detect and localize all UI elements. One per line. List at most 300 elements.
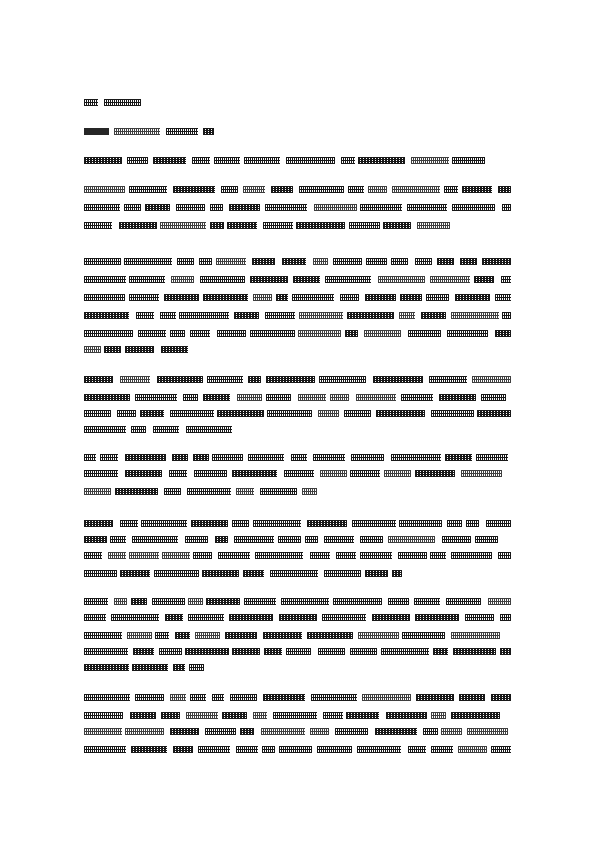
text-word [159, 648, 182, 655]
text-word [84, 536, 107, 543]
text-word [229, 204, 260, 211]
text-word [324, 536, 354, 543]
text-word [152, 598, 185, 605]
para-6-line-2 [84, 614, 511, 621]
text-word [129, 186, 167, 193]
text-word [286, 648, 311, 655]
text-word [336, 552, 356, 559]
text-word [203, 394, 230, 401]
text-word [171, 276, 194, 283]
text-word [131, 598, 147, 605]
text-word [276, 294, 288, 301]
text-word [136, 312, 154, 319]
text-word [270, 570, 318, 577]
text-word [203, 294, 248, 301]
text-word [392, 186, 440, 193]
header-line-1 [84, 99, 152, 106]
text-word [199, 258, 212, 265]
text-word [360, 204, 402, 211]
text-word [193, 552, 212, 559]
text-word [190, 694, 206, 701]
text-word [160, 222, 206, 229]
text-word [281, 598, 329, 605]
text-word [117, 410, 136, 417]
text-word [344, 410, 371, 417]
text-word [214, 157, 240, 164]
text-word [266, 376, 315, 383]
text-word [131, 746, 167, 753]
text-word [415, 470, 455, 477]
text-word [125, 728, 164, 735]
text-word [417, 222, 450, 229]
text-word [408, 330, 441, 337]
text-word [100, 454, 118, 461]
text-word [298, 394, 326, 401]
text-word [305, 536, 318, 543]
text-word [111, 614, 159, 621]
text-word [260, 488, 297, 495]
text-word [200, 276, 245, 283]
text-word [236, 488, 254, 495]
para-6-line-4 [84, 648, 511, 655]
para-2-line-4 [84, 312, 511, 319]
text-word [455, 294, 490, 301]
para-5-line-1 [84, 520, 511, 527]
text-word [252, 258, 275, 265]
text-word [234, 536, 274, 543]
text-word [340, 294, 359, 301]
text-word [286, 157, 335, 164]
text-word [350, 648, 377, 655]
text-word [446, 598, 481, 605]
text-word [351, 454, 384, 461]
text-word [155, 632, 169, 639]
text-word [185, 536, 208, 543]
text-word [176, 204, 205, 211]
text-word [186, 426, 232, 433]
text-word [318, 410, 339, 417]
text-word [84, 128, 109, 135]
text-word [476, 454, 508, 461]
para-5-line-2 [84, 536, 511, 543]
text-word [431, 410, 474, 417]
text-word [376, 410, 425, 417]
text-word [352, 520, 396, 527]
text-word [477, 410, 511, 417]
text-word [502, 204, 511, 211]
text-word [84, 520, 113, 527]
text-word [210, 222, 224, 229]
text-word [310, 728, 329, 735]
text-word [84, 712, 123, 719]
text-word [129, 552, 159, 559]
text-word [108, 552, 126, 559]
text-word [399, 312, 415, 319]
text-word [307, 632, 353, 639]
text-word [322, 614, 366, 621]
text-word [84, 488, 111, 495]
text-word [324, 570, 361, 577]
text-word [314, 204, 357, 211]
text-word [157, 376, 203, 383]
text-word [266, 394, 291, 401]
text-word [416, 694, 454, 701]
para-2-line-1 [84, 258, 511, 265]
text-word [188, 598, 203, 605]
text-word [84, 186, 125, 193]
text-word [360, 552, 392, 559]
text-word [229, 614, 273, 621]
text-word [192, 157, 210, 164]
text-word [114, 128, 160, 135]
text-word [243, 186, 265, 193]
text-word [222, 712, 247, 719]
text-word [439, 394, 476, 401]
text-word [459, 694, 485, 701]
text-word [225, 632, 257, 639]
text-word [203, 128, 214, 135]
text-word [84, 470, 118, 477]
text-word [232, 470, 277, 477]
text-word [84, 294, 125, 301]
text-word [206, 598, 240, 605]
text-word [433, 648, 448, 655]
text-word [451, 632, 500, 639]
text-word [232, 520, 249, 527]
text-word [341, 157, 355, 164]
text-word [452, 157, 485, 164]
text-word [84, 426, 126, 433]
text-word [104, 346, 121, 353]
text-word [358, 157, 405, 164]
text-word [293, 276, 320, 283]
text-word [215, 536, 228, 543]
text-word [358, 632, 399, 639]
text-word [429, 376, 467, 383]
text-word [232, 648, 260, 655]
text-word [467, 728, 508, 735]
text-word [210, 204, 223, 211]
text-word [84, 632, 122, 639]
text-word [173, 746, 193, 753]
text-word [194, 470, 227, 477]
text-word [84, 570, 117, 577]
text-word [166, 128, 198, 135]
text-word [84, 376, 113, 383]
text-word [430, 552, 446, 559]
text-word [273, 712, 317, 719]
text-word [401, 394, 433, 401]
text-word [333, 598, 382, 605]
text-word [244, 157, 280, 164]
text-word [458, 746, 487, 753]
text-word [193, 454, 209, 461]
text-word [310, 552, 330, 559]
text-word [162, 552, 190, 559]
text-word [132, 664, 168, 671]
text-word [114, 598, 127, 605]
text-word [240, 728, 254, 735]
text-word [161, 346, 188, 353]
text-word [282, 258, 306, 265]
text-word [388, 536, 435, 543]
text-word [415, 258, 432, 265]
para-6-line-1 [84, 598, 511, 605]
para-7-line-3 [84, 728, 511, 735]
text-word [488, 598, 511, 605]
text-word [186, 712, 218, 719]
text-word [502, 312, 511, 319]
text-word [299, 312, 343, 319]
text-word [407, 204, 447, 211]
text-word [267, 410, 312, 417]
text-word [466, 520, 479, 527]
text-word [313, 258, 328, 265]
text-word [173, 186, 215, 193]
para-1-line-1 [84, 186, 511, 193]
text-word [444, 186, 458, 193]
para-4-line-2 [84, 470, 511, 477]
text-word [84, 728, 122, 735]
text-word [255, 552, 303, 559]
text-word [498, 186, 511, 193]
text-word [402, 632, 445, 639]
text-word [453, 648, 496, 655]
text-word [84, 694, 130, 701]
text-word [421, 312, 446, 319]
text-word [447, 520, 462, 527]
para-7-line-1 [84, 694, 511, 701]
text-word [481, 394, 506, 401]
text-word [362, 694, 411, 701]
text-word [399, 520, 442, 527]
text-word [120, 570, 150, 577]
text-word [491, 694, 511, 701]
text-word [313, 454, 345, 461]
text-word [299, 186, 344, 193]
text-word [217, 330, 246, 337]
text-word [431, 712, 446, 719]
text-word [250, 276, 288, 283]
text-word [84, 222, 112, 229]
text-word [265, 312, 295, 319]
text-word [248, 454, 284, 461]
text-word [160, 312, 176, 319]
text-word [302, 488, 317, 495]
text-word [368, 186, 387, 193]
text-word [311, 694, 357, 701]
text-word [212, 454, 243, 461]
text-word [227, 222, 257, 229]
text-word [237, 394, 262, 401]
text-word [317, 746, 352, 753]
text-word [495, 294, 511, 301]
text-word [347, 312, 394, 319]
text-word [169, 470, 187, 477]
text-word [244, 598, 276, 605]
text-word [360, 536, 383, 543]
text-word [383, 222, 411, 229]
para-6-line-5 [84, 664, 210, 671]
text-word [125, 470, 162, 477]
text-word [187, 488, 231, 495]
text-word [431, 746, 453, 753]
text-word [84, 312, 129, 319]
text-word [135, 394, 177, 401]
para-7-line-4 [84, 746, 511, 753]
text-word [415, 614, 459, 621]
text-word [364, 330, 401, 337]
text-word [445, 454, 472, 461]
intro-line [84, 157, 496, 164]
text-word [131, 426, 146, 433]
text-word [375, 728, 417, 735]
text-word [264, 648, 282, 655]
text-word [451, 552, 492, 559]
text-word [349, 222, 380, 229]
text-word [84, 664, 129, 671]
text-word [373, 376, 423, 383]
text-word [447, 330, 488, 337]
text-word [452, 204, 495, 211]
text-word [323, 712, 343, 719]
text-word [320, 470, 347, 477]
para-2-line-6 [84, 346, 188, 353]
text-word [263, 694, 305, 701]
text-word [451, 312, 499, 319]
text-word [265, 204, 307, 211]
text-word [115, 488, 158, 495]
text-word [120, 376, 150, 383]
text-word [319, 376, 366, 383]
text-word [465, 614, 494, 621]
para-4-line-1 [84, 454, 511, 461]
text-word [495, 330, 511, 337]
text-word [296, 222, 345, 229]
text-word [384, 470, 411, 477]
para-2-line-5 [84, 330, 511, 337]
text-word [350, 470, 380, 477]
text-word [84, 157, 122, 164]
text-word [212, 694, 224, 701]
text-word [292, 294, 334, 301]
para-3-line-1 [84, 376, 511, 383]
text-word [190, 330, 210, 337]
text-word [129, 276, 165, 283]
text-word [475, 536, 498, 543]
text-word [392, 570, 402, 577]
text-word [263, 632, 302, 639]
text-word [130, 712, 156, 719]
text-word [175, 632, 190, 639]
text-word [462, 186, 492, 193]
text-word [291, 454, 307, 461]
text-word [391, 454, 441, 461]
para-3-line-3 [84, 410, 511, 417]
text-word [170, 728, 199, 735]
text-word [253, 712, 267, 719]
text-word [386, 712, 427, 719]
text-word [185, 648, 229, 655]
text-word [172, 454, 188, 461]
text-word [500, 614, 511, 621]
text-word [195, 632, 220, 639]
text-word [153, 426, 179, 433]
text-word [173, 664, 185, 671]
text-word [207, 376, 243, 383]
text-word [234, 312, 259, 319]
text-word [500, 648, 511, 655]
para-2-line-3 [84, 294, 511, 301]
text-word [491, 746, 511, 753]
text-word [191, 520, 228, 527]
text-word [221, 186, 238, 193]
text-word [84, 746, 126, 753]
text-word [84, 552, 102, 559]
text-word [138, 330, 166, 337]
text-word [140, 410, 164, 417]
text-word [218, 552, 250, 559]
text-word [346, 712, 379, 719]
text-word [84, 614, 106, 621]
para-5-line-3 [84, 552, 511, 559]
text-word [372, 614, 410, 621]
text-word [441, 728, 462, 735]
para-3-line-2 [84, 394, 511, 401]
text-word [414, 598, 440, 605]
text-word [119, 222, 157, 229]
text-word [198, 746, 230, 753]
text-word [486, 520, 511, 527]
text-word [177, 258, 194, 265]
text-word [133, 648, 154, 655]
para-6-line-3 [84, 632, 511, 639]
text-word [411, 157, 449, 164]
text-word [164, 294, 199, 301]
text-word [472, 376, 511, 383]
text-word [120, 520, 138, 527]
text-word [127, 632, 152, 639]
text-word [356, 394, 396, 401]
text-word [330, 394, 349, 401]
text-word [84, 394, 130, 401]
text-word [248, 376, 261, 383]
para-1-line-2 [84, 204, 511, 211]
text-word [498, 552, 511, 559]
text-word [135, 694, 164, 701]
text-word [145, 204, 170, 211]
text-word [365, 570, 388, 577]
para-1-line-3 [84, 222, 450, 229]
text-word [202, 570, 239, 577]
text-word [318, 648, 345, 655]
header-line-2 [84, 128, 214, 135]
text-word [170, 330, 185, 337]
text-word [84, 276, 126, 283]
text-word [104, 99, 141, 106]
para-7-line-2 [84, 712, 511, 719]
text-word [437, 258, 454, 265]
text-word [84, 648, 128, 655]
text-word [271, 186, 293, 193]
text-word [188, 614, 224, 621]
text-word [236, 746, 258, 753]
text-word [451, 712, 500, 719]
text-word [84, 454, 96, 461]
text-word [284, 470, 314, 477]
text-word [378, 276, 425, 283]
text-word [161, 712, 180, 719]
